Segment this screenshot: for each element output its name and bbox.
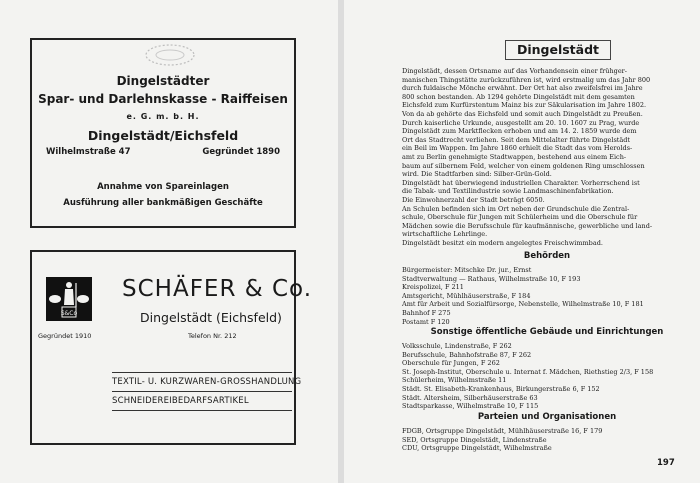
list-item: Städt. Altersheim, Silberhäuserstraße 63 <box>402 393 538 402</box>
section-heading-parties: Parteien und Organisationen <box>477 412 617 422</box>
raiffeisen-advertisement <box>30 38 296 228</box>
intro-line: Von da ab gehörte das Eichsfeld und somit auch Dingelstädt zu Preußen. <box>402 109 643 118</box>
intro-line: wirtschaftliche Lehrlinge. <box>402 230 488 239</box>
company-trade-line1: TEXTIL- U. KURZWAREN-GROSSHANDLUNG <box>112 377 302 387</box>
intro-line: amt zu Berlin genehmigte Stadtwappen, bestehend aus einem Eich- <box>402 152 627 161</box>
list-item: Amtsgericht, Mühlhäuserstraße, F 184 <box>402 291 531 300</box>
intro-line: manischen Thingstätte zurückzuführen ist, wird erstmalig um das Jahr 800 <box>402 75 651 84</box>
intro-line: Ort das Stadtrecht verliehen. Seit dem Mittelalter führte Dingelstädt <box>402 135 631 144</box>
intro-line: Eichsfeld zum Kurfürstentum Mainz bis zur Säkularisation im Jahre 1802. <box>402 101 647 110</box>
bank-name-line1: Dingelstädter <box>116 74 210 88</box>
list-item: Stadtsparkasse, Wilhelmstraße 10, F 115 <box>402 402 539 411</box>
company-trade-line2: SCHNEIDEREIBEDARFSARTIKEL <box>112 396 249 406</box>
intro-line: Dingelstädt, dessen Ortsname auf das Vorhandensein einer frühger- <box>402 67 627 75</box>
company-founded: Gegründet 1910 <box>38 332 92 340</box>
list-item: FDGB, Ortsgruppe Dingelstädt, Mühlhäuserstraße 16, F 179 <box>402 427 603 435</box>
list-item: Stadtverwaltung — Rathaus, Wilhelmstraße 10, F 193 <box>402 274 581 283</box>
page-title: Dingelstädt <box>516 42 600 57</box>
company-name: SCHÄFER & Co. <box>122 276 313 302</box>
intro-line: Dingelstädt besitzt ein modern angelegtes Freischwimmbad. <box>402 238 603 247</box>
bank-legal-form: e. G. m. b. H. <box>126 112 200 121</box>
authorities-list <box>402 266 700 326</box>
divider <box>112 372 292 373</box>
divider <box>112 410 292 411</box>
list-item: Bahnhof F 275 <box>402 308 451 317</box>
intro-line: Die Einwohnerzahl der Stadt beträgt 6050. <box>402 195 545 204</box>
schaefer-advertisement <box>30 250 313 445</box>
intro-line: Durch kaiserliche Urkunde, ausgestellt am 20. 10. 1607 zu Prag, wurde <box>402 118 640 127</box>
intro-line: wird. Die Stadtfarben sind: Silber-Grün-Gold. <box>402 170 552 179</box>
list-item: Amt für Arbeit und Sozialfürsorge, Nebenstelle, Wilhelmstraße 10, F 181 <box>402 300 644 309</box>
list-item: Volksschule, Lindenstraße, F 262 <box>402 342 512 350</box>
company-city: Dingelstädt (Eichsfeld) <box>140 310 282 325</box>
list-item: Postamt F 120 <box>402 317 450 326</box>
parties-list <box>402 427 700 453</box>
page-number: 197 <box>657 458 675 468</box>
company-phone: Telefon Nr. 212 <box>188 332 237 340</box>
decorative-stamp-icon <box>130 42 210 68</box>
list-item: St. Joseph-Institut, Oberschule u. Internat f. Mädchen, Riethstieg 2/3, F 158 <box>402 367 654 376</box>
bank-service-2: Ausführung aller bankmäßigen Geschäfte <box>63 198 263 208</box>
section-heading-public-buildings: Sonstige öffentliche Gebäude und Einrichtungen <box>430 327 664 337</box>
bank-name-line2: Spar- und Darlehnskasse - Raiffeisen <box>38 92 288 106</box>
intro-line: die Tabak- und Textilindustrie sowie Landmaschinenfabrikation. <box>402 187 614 196</box>
intro-line: Mädchen sowie die Berufsschule für kaufmännische, gewerbliche und land- <box>402 221 653 230</box>
list-item: CDU, Ortsgruppe Dingelstädt, Wilhelmstraße <box>402 444 552 453</box>
intro-text <box>402 67 700 247</box>
svg-text:S&Co: S&Co <box>60 310 78 317</box>
list-item: Schülerheim, Wilhelmstraße 11 <box>402 376 507 385</box>
shepherd-sheep-logo-icon <box>46 277 92 321</box>
intro-line: baum auf silbernem Feld, welcher von einem goldenen Ring umschlossen <box>402 161 645 170</box>
intro-line: An Schulen befinden sich im Ort neben der Grundschule die Zentral- <box>402 204 630 213</box>
right-page <box>344 0 700 483</box>
divider <box>112 391 292 392</box>
bank-location: Dingelstädt/Eichsfeld <box>87 128 239 143</box>
intro-line: Dingelstädt zum Marktflecken erhoben und am 14. 2. 1859 wurde dem <box>402 127 637 136</box>
left-page <box>0 0 338 483</box>
list-item: Städt. St. Elisabeth-Krankenhaus, Birkungerstraße 6, F 152 <box>402 384 600 393</box>
intro-line: schule, Oberschule für Jungen mit Schülerheim und die Oberschule für <box>402 213 638 222</box>
bank-founded: Gegründet 1890 <box>202 147 280 157</box>
bank-service-1: Annahme von Spareinlagen <box>97 182 229 192</box>
list-item: Kreispolizei, F 211 <box>402 283 464 292</box>
intro-line: 800 schon bestanden. Ab 1294 gehörte Dingelstädt mit dem gesamten <box>402 92 635 101</box>
public-buildings-list <box>402 342 700 411</box>
page-title-box <box>505 40 611 60</box>
intro-line: Dingelstädt hat überwiegend industriellen Charakter. Vorherrschend ist <box>402 178 640 187</box>
intro-line: durch fuldaische Mönche erwähnt. Der Ort hat also zweifelsfrei im Jahre <box>402 84 643 93</box>
list-item: Berufsschule, Bahnhofstraße 87, F 262 <box>402 350 532 359</box>
intro-line: ein Beil im Wappen. Im Jahre 1860 erhielt die Stadt das vom Herolds- <box>402 144 633 153</box>
section-heading-authorities: Behörden <box>523 251 571 261</box>
bank-street: Wilhelmstraße 47 <box>46 147 131 157</box>
list-item: SED, Ortsgruppe Dingelstädt, Lindenstraße <box>402 435 547 444</box>
list-item: Bürgermeister: Mitschke Dr. jur., Ernst <box>402 266 532 274</box>
list-item: Oberschule für Jungen, F 262 <box>402 359 500 368</box>
